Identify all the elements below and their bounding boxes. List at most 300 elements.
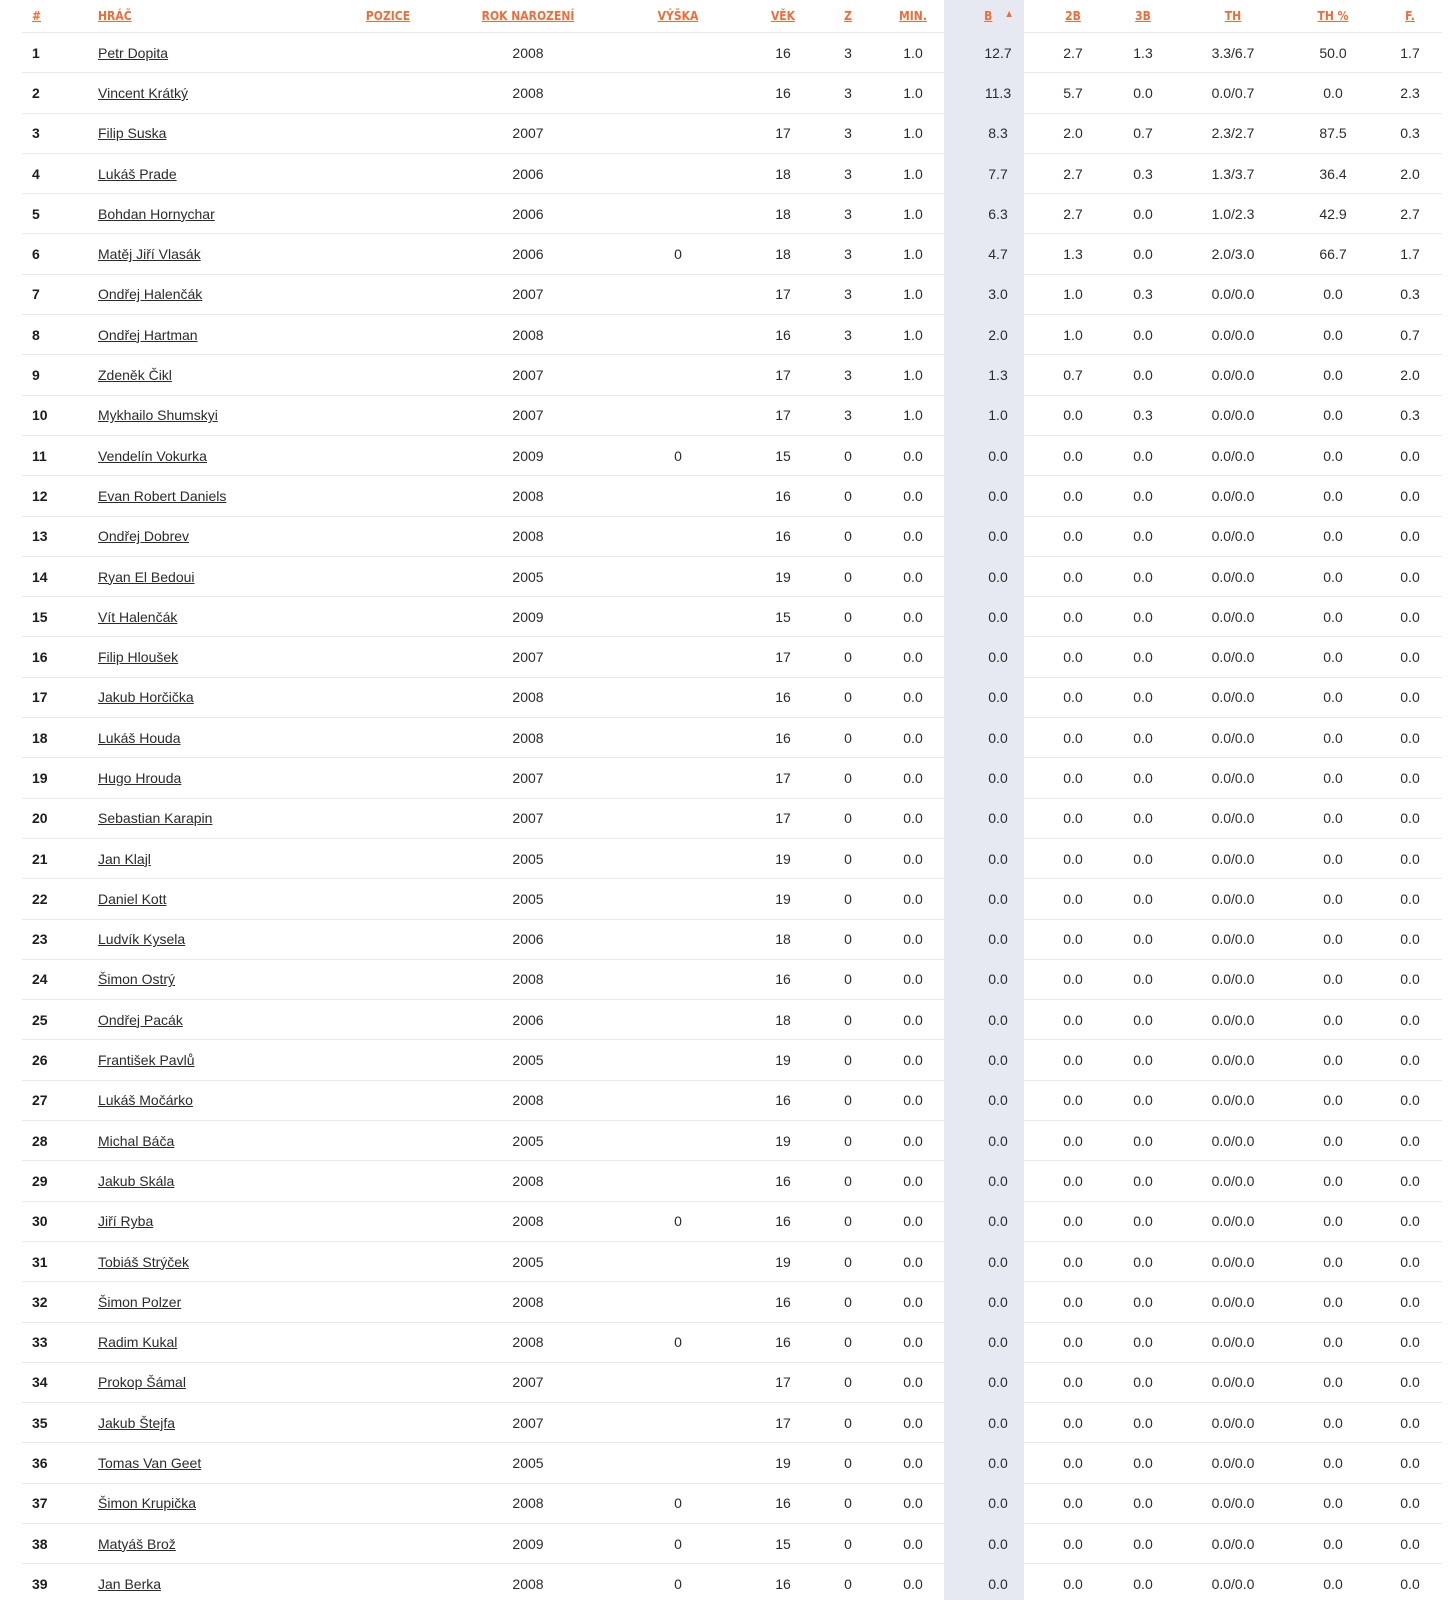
cell-three-pointers: 0.0 [1108, 879, 1178, 919]
cell-fouls: 2.0 [1378, 153, 1442, 193]
cell-free-throw-pct: 0.0 [1288, 1483, 1378, 1523]
table-row [22, 194, 1442, 234]
table-row [22, 1564, 1442, 1604]
cell-free-throws: 0.0/0.0 [1178, 838, 1288, 878]
cell-player-name [98, 1121, 338, 1161]
table-row [22, 1403, 1442, 1443]
cell-games: 0 [828, 1322, 868, 1362]
cell-three-pointers: 0.0 [1108, 1241, 1178, 1281]
cell-points: 4.7 [958, 234, 1038, 274]
cell-fouls: 0.0 [1378, 1523, 1442, 1563]
cell-games: 0 [828, 1161, 868, 1201]
cell-age: 18 [738, 1000, 828, 1040]
cell-free-throws: 0.0/0.0 [1178, 1161, 1288, 1201]
cell-two-pointers: 0.0 [1038, 597, 1108, 637]
header-three-pointers[interactable]: 3B [1135, 9, 1151, 23]
cell-height: 0 [618, 1564, 738, 1604]
cell-two-pointers: 1.3 [1038, 234, 1108, 274]
cell-points: 0.0 [958, 1000, 1038, 1040]
player-link[interactable]: Ondřej Dobrev [98, 528, 190, 545]
player-stats-table [22, 0, 1442, 1604]
player-link[interactable]: Jan Berka [98, 1575, 162, 1592]
table-row [22, 113, 1442, 153]
cell-two-pointers: 0.0 [1038, 879, 1108, 919]
table-row [22, 73, 1442, 113]
player-link[interactable]: Prokop Šámal [98, 1374, 186, 1391]
cell-fouls: 0.0 [1378, 798, 1442, 838]
cell-position [338, 556, 438, 596]
cell-free-throws: 0.0/0.0 [1178, 879, 1288, 919]
cell-three-pointers: 0.0 [1108, 516, 1178, 556]
cell-fouls: 0.0 [1378, 1282, 1442, 1322]
cell-rank: 6 [22, 234, 98, 274]
cell-free-throws: 0.0/0.0 [1178, 1362, 1288, 1402]
player-link[interactable]: Bohdan Hornychar [98, 205, 215, 222]
cell-games: 0 [828, 1000, 868, 1040]
cell-player-name [98, 1040, 338, 1080]
cell-birth-year: 2008 [438, 315, 618, 355]
header-rank[interactable]: # [32, 9, 42, 23]
cell-minutes: 0.0 [868, 1443, 958, 1483]
cell-games: 0 [828, 1080, 868, 1120]
cell-birth-year: 2005 [438, 838, 618, 878]
cell-free-throw-pct: 0.0 [1288, 1201, 1378, 1241]
cell-games: 0 [828, 556, 868, 596]
cell-free-throw-pct: 0.0 [1288, 476, 1378, 516]
cell-three-pointers: 0.0 [1108, 838, 1178, 878]
cell-games: 0 [828, 1201, 868, 1241]
cell-player-name [98, 1403, 338, 1443]
cell-games: 0 [828, 718, 868, 758]
header-games[interactable]: Z [844, 9, 852, 23]
player-link[interactable]: Evan Robert Daniels [98, 487, 227, 504]
cell-games: 0 [828, 838, 868, 878]
player-link[interactable]: Jiří Ryba [98, 1213, 154, 1230]
cell-fouls: 0.3 [1378, 395, 1442, 435]
cell-birth-year: 2008 [438, 1201, 618, 1241]
cell-free-throws: 0.0/0.0 [1178, 1403, 1288, 1443]
cell-minutes: 0.0 [868, 1282, 958, 1322]
header-minutes[interactable]: MIN. [899, 9, 927, 23]
cell-fouls: 0.3 [1378, 113, 1442, 153]
cell-height [618, 798, 738, 838]
cell-free-throws: 0.0/0.0 [1178, 556, 1288, 596]
cell-age: 16 [738, 1564, 828, 1604]
player-link[interactable]: Tobiáš Strýček [98, 1253, 190, 1270]
cell-age: 16 [738, 1322, 828, 1362]
cell-rank: 37 [22, 1483, 98, 1523]
cell-birth-year: 2007 [438, 274, 618, 314]
cell-free-throw-pct: 0.0 [1288, 677, 1378, 717]
cell-three-pointers: 0.0 [1108, 718, 1178, 758]
player-link[interactable]: Ondřej Pacák [98, 1011, 183, 1028]
cell-fouls: 0.0 [1378, 1241, 1442, 1281]
cell-fouls: 0.0 [1378, 1080, 1442, 1120]
cell-fouls: 0.0 [1378, 1000, 1442, 1040]
cell-player-name [98, 1322, 338, 1362]
cell-player-name [98, 919, 338, 959]
cell-position [338, 435, 438, 475]
cell-two-pointers: 0.0 [1038, 1040, 1108, 1080]
player-link[interactable]: Vincent Krátký [98, 84, 189, 101]
cell-free-throws: 0.0/0.0 [1178, 1322, 1288, 1362]
player-link[interactable]: Jakub Horčička [98, 689, 194, 706]
player-link[interactable]: Šimon Krupička [98, 1495, 197, 1512]
cell-player-name [98, 838, 338, 878]
player-link[interactable]: Jan Klajl [98, 850, 151, 867]
cell-birth-year: 2006 [438, 1000, 618, 1040]
player-link[interactable]: Sebastian Karapin [98, 810, 213, 827]
cell-fouls: 0.0 [1378, 718, 1442, 758]
cell-height [618, 113, 738, 153]
player-link[interactable]: Lukáš Močárko [98, 1092, 193, 1109]
cell-games: 3 [828, 113, 868, 153]
cell-age: 19 [738, 879, 828, 919]
table-row [22, 838, 1442, 878]
cell-fouls: 0.0 [1378, 677, 1442, 717]
header-player[interactable]: HRÁČ [98, 9, 132, 23]
cell-free-throw-pct: 42.9 [1288, 194, 1378, 234]
player-link[interactable]: Ondřej Halenčák [98, 286, 203, 303]
cell-three-pointers: 0.0 [1108, 677, 1178, 717]
cell-position [338, 879, 438, 919]
cell-birth-year: 2008 [438, 476, 618, 516]
cell-fouls: 0.0 [1378, 435, 1442, 475]
player-link[interactable]: Radim Kukal [98, 1334, 178, 1351]
cell-free-throw-pct: 0.0 [1288, 597, 1378, 637]
cell-player-name [98, 153, 338, 193]
table-row [22, 355, 1442, 395]
cell-two-pointers: 0.0 [1038, 435, 1108, 475]
cell-two-pointers: 0.0 [1038, 959, 1108, 999]
cell-two-pointers: 0.0 [1038, 758, 1108, 798]
cell-minutes: 0.0 [868, 1161, 958, 1201]
player-link[interactable]: Lukáš Prade [98, 165, 177, 182]
cell-free-throws: 0.0/0.0 [1178, 355, 1288, 395]
cell-birth-year: 2005 [438, 1040, 618, 1080]
cell-rank: 3 [22, 113, 98, 153]
cell-fouls: 0.0 [1378, 1483, 1442, 1523]
header-two-pointers[interactable]: 2B [1065, 9, 1081, 23]
header-birth-year[interactable]: ROK NAROZENÍ [481, 9, 575, 23]
cell-three-pointers: 0.3 [1108, 395, 1178, 435]
cell-minutes: 1.0 [868, 33, 958, 73]
cell-free-throws: 0.0/0.0 [1178, 718, 1288, 758]
cell-free-throw-pct: 0.0 [1288, 355, 1378, 395]
cell-free-throws: 3.3/6.7 [1178, 33, 1288, 73]
cell-age: 19 [738, 1040, 828, 1080]
cell-two-pointers: 0.0 [1038, 1322, 1108, 1362]
cell-position [338, 1564, 438, 1604]
player-link[interactable]: Ludvík Kysela [98, 931, 186, 948]
cell-three-pointers: 0.0 [1108, 919, 1178, 959]
cell-player-name [98, 1080, 338, 1120]
cell-fouls: 2.0 [1378, 355, 1442, 395]
player-link[interactable]: Matyáš Brož [98, 1535, 176, 1552]
player-link[interactable]: Matěj Jiří Vlasák [98, 246, 201, 263]
cell-age: 16 [738, 1483, 828, 1523]
cell-points: 0.0 [958, 718, 1038, 758]
cell-fouls: 0.0 [1378, 1161, 1442, 1201]
cell-games: 0 [828, 1362, 868, 1402]
cell-games: 0 [828, 1443, 868, 1483]
table-row [22, 1040, 1442, 1080]
cell-points: 0.0 [958, 1443, 1038, 1483]
cell-games: 0 [828, 1282, 868, 1322]
cell-games: 3 [828, 355, 868, 395]
cell-height [618, 516, 738, 556]
cell-age: 19 [738, 838, 828, 878]
cell-free-throw-pct: 0.0 [1288, 1403, 1378, 1443]
cell-age: 17 [738, 113, 828, 153]
cell-birth-year: 2008 [438, 73, 618, 113]
cell-rank: 7 [22, 274, 98, 314]
cell-rank: 20 [22, 798, 98, 838]
cell-free-throws: 0.0/0.0 [1178, 274, 1288, 314]
cell-fouls: 0.0 [1378, 1322, 1442, 1362]
player-link[interactable]: Vendelín Vokurka [98, 447, 207, 464]
table-row [22, 395, 1442, 435]
cell-minutes: 0.0 [868, 677, 958, 717]
cell-birth-year: 2008 [438, 718, 618, 758]
cell-minutes: 1.0 [868, 234, 958, 274]
cell-points: 0.0 [958, 1403, 1038, 1443]
player-link[interactable]: Tomas Van Geet [98, 1455, 202, 1472]
cell-rank: 31 [22, 1241, 98, 1281]
player-link[interactable]: Michal Báča [98, 1132, 175, 1149]
cell-free-throw-pct: 0.0 [1288, 919, 1378, 959]
player-link[interactable]: Ryan El Bedoui [98, 568, 195, 585]
cell-height [618, 194, 738, 234]
cell-position [338, 919, 438, 959]
cell-rank: 10 [22, 395, 98, 435]
cell-height [618, 395, 738, 435]
table-row [22, 1523, 1442, 1563]
cell-birth-year: 2006 [438, 153, 618, 193]
cell-points: 6.3 [958, 194, 1038, 234]
cell-three-pointers: 0.0 [1108, 637, 1178, 677]
cell-three-pointers: 0.0 [1108, 1282, 1178, 1322]
cell-age: 17 [738, 637, 828, 677]
cell-two-pointers: 0.0 [1038, 1000, 1108, 1040]
header-free-throws[interactable]: TH [1224, 9, 1242, 23]
player-link[interactable]: Daniel Kott [98, 890, 167, 907]
player-link[interactable]: Vít Halenčák [98, 608, 178, 625]
cell-fouls: 2.7 [1378, 194, 1442, 234]
header-points[interactable] [958, 0, 1038, 33]
cell-rank: 28 [22, 1121, 98, 1161]
table-row [22, 1161, 1442, 1201]
cell-height [618, 718, 738, 758]
player-link[interactable]: Šimon Ostrý [98, 971, 176, 988]
cell-free-throws: 0.0/0.0 [1178, 1483, 1288, 1523]
cell-birth-year: 2005 [438, 1443, 618, 1483]
cell-three-pointers: 0.0 [1108, 556, 1178, 596]
cell-birth-year: 2007 [438, 1403, 618, 1443]
cell-fouls: 0.0 [1378, 838, 1442, 878]
cell-two-pointers: 0.0 [1038, 637, 1108, 677]
cell-points: 0.0 [958, 1282, 1038, 1322]
cell-games: 0 [828, 959, 868, 999]
cell-free-throw-pct: 0.0 [1288, 879, 1378, 919]
cell-three-pointers: 0.0 [1108, 1564, 1178, 1604]
cell-minutes: 1.0 [868, 274, 958, 314]
cell-fouls: 0.3 [1378, 274, 1442, 314]
cell-points: 0.0 [958, 435, 1038, 475]
cell-height: 0 [618, 435, 738, 475]
cell-three-pointers: 0.0 [1108, 194, 1178, 234]
player-link[interactable]: Jakub Štejfa [98, 1414, 176, 1431]
cell-points: 0.0 [958, 798, 1038, 838]
cell-position [338, 234, 438, 274]
cell-player-name [98, 1443, 338, 1483]
player-link[interactable]: Filip Hloušek [98, 649, 179, 666]
player-link[interactable]: Jakub Skála [98, 1172, 175, 1189]
player-link[interactable]: Šimon Polzer [98, 1293, 182, 1310]
header-free-throw-pct[interactable]: TH % [1317, 9, 1349, 23]
player-link[interactable]: Zdeněk Čikl [98, 367, 172, 384]
cell-two-pointers: 0.7 [1038, 355, 1108, 395]
cell-player-name [98, 435, 338, 475]
player-link[interactable]: Mykhailo Shumskyi [98, 407, 218, 424]
player-link[interactable]: Petr Dopita [98, 44, 169, 61]
cell-height [618, 959, 738, 999]
cell-rank: 38 [22, 1523, 98, 1563]
cell-position [338, 718, 438, 758]
cell-position [338, 476, 438, 516]
player-link[interactable]: Ondřej Hartman [98, 326, 198, 343]
cell-height [618, 838, 738, 878]
cell-age: 18 [738, 153, 828, 193]
cell-fouls: 0.0 [1378, 879, 1442, 919]
header-fouls[interactable]: F. [1405, 9, 1415, 23]
cell-rank: 1 [22, 33, 98, 73]
cell-rank: 36 [22, 1443, 98, 1483]
cell-birth-year: 2007 [438, 758, 618, 798]
header-age[interactable]: VĚK [770, 9, 796, 23]
cell-free-throws: 1.3/3.7 [1178, 153, 1288, 193]
cell-three-pointers: 1.3 [1108, 33, 1178, 73]
cell-points: 3.0 [958, 274, 1038, 314]
cell-height [618, 597, 738, 637]
cell-points: 1.3 [958, 355, 1038, 395]
cell-rank: 24 [22, 959, 98, 999]
cell-three-pointers: 0.0 [1108, 234, 1178, 274]
cell-free-throw-pct: 0.0 [1288, 1121, 1378, 1161]
cell-height [618, 758, 738, 798]
cell-age: 16 [738, 73, 828, 113]
cell-position [338, 597, 438, 637]
cell-position [338, 33, 438, 73]
cell-fouls: 0.0 [1378, 1564, 1442, 1604]
cell-free-throw-pct: 0.0 [1288, 1523, 1378, 1563]
cell-three-pointers: 0.0 [1108, 1483, 1178, 1523]
cell-points: 1.0 [958, 395, 1038, 435]
cell-minutes: 0.0 [868, 1483, 958, 1523]
table-row [22, 315, 1442, 355]
player-link[interactable]: Lukáš Houda [98, 729, 181, 746]
cell-free-throw-pct: 0.0 [1288, 1564, 1378, 1604]
cell-free-throws: 0.0/0.0 [1178, 1564, 1288, 1604]
cell-games: 3 [828, 73, 868, 113]
cell-free-throws: 0.0/0.0 [1178, 597, 1288, 637]
cell-player-name [98, 516, 338, 556]
cell-minutes: 0.0 [868, 919, 958, 959]
header-height[interactable]: VÝŠKA [657, 9, 699, 23]
cell-three-pointers: 0.0 [1108, 435, 1178, 475]
cell-rank: 22 [22, 879, 98, 919]
cell-player-name [98, 798, 338, 838]
cell-rank: 34 [22, 1362, 98, 1402]
cell-two-pointers: 0.0 [1038, 798, 1108, 838]
cell-free-throws: 0.0/0.0 [1178, 1201, 1288, 1241]
cell-rank: 27 [22, 1080, 98, 1120]
cell-position [338, 315, 438, 355]
cell-birth-year: 2009 [438, 597, 618, 637]
cell-player-name [98, 1000, 338, 1040]
cell-age: 15 [738, 1523, 828, 1563]
cell-free-throw-pct: 0.0 [1288, 1241, 1378, 1281]
cell-player-name [98, 718, 338, 758]
cell-minutes: 1.0 [868, 395, 958, 435]
cell-three-pointers: 0.0 [1108, 1322, 1178, 1362]
cell-rank: 25 [22, 1000, 98, 1040]
cell-free-throws: 0.0/0.7 [1178, 73, 1288, 113]
cell-fouls: 0.7 [1378, 315, 1442, 355]
cell-free-throws: 2.0/3.0 [1178, 234, 1288, 274]
cell-height [618, 919, 738, 959]
player-link[interactable]: Hugo Hrouda [98, 769, 182, 786]
cell-position [338, 355, 438, 395]
cell-minutes: 0.0 [868, 1241, 958, 1281]
cell-free-throws: 1.0/2.3 [1178, 194, 1288, 234]
cell-two-pointers: 0.0 [1038, 1362, 1108, 1402]
cell-free-throw-pct: 0.0 [1288, 798, 1378, 838]
cell-age: 19 [738, 1241, 828, 1281]
header-position[interactable]: POZICE [365, 9, 411, 23]
cell-birth-year: 2008 [438, 1483, 618, 1523]
cell-fouls: 2.3 [1378, 73, 1442, 113]
cell-height [618, 1241, 738, 1281]
cell-free-throws: 0.0/0.0 [1178, 1000, 1288, 1040]
player-link[interactable]: František Pavlů [98, 1052, 195, 1069]
table-row [22, 476, 1442, 516]
cell-minutes: 0.0 [868, 1040, 958, 1080]
cell-games: 3 [828, 315, 868, 355]
player-link[interactable]: Filip Suska [98, 125, 167, 142]
cell-two-pointers: 0.0 [1038, 556, 1108, 596]
cell-fouls: 0.0 [1378, 637, 1442, 677]
table-row [22, 1483, 1442, 1523]
cell-free-throws: 0.0/0.0 [1178, 758, 1288, 798]
cell-position [338, 798, 438, 838]
cell-games: 0 [828, 1564, 868, 1604]
cell-games: 3 [828, 153, 868, 193]
cell-rank: 23 [22, 919, 98, 959]
table-row [22, 1241, 1442, 1281]
cell-fouls: 0.0 [1378, 1362, 1442, 1402]
cell-two-pointers: 2.7 [1038, 33, 1108, 73]
cell-height: 0 [618, 234, 738, 274]
cell-two-pointers: 0.0 [1038, 516, 1108, 556]
table-row [22, 1362, 1442, 1402]
cell-player-name [98, 476, 338, 516]
cell-height [618, 879, 738, 919]
cell-two-pointers: 2.7 [1038, 153, 1108, 193]
cell-rank: 5 [22, 194, 98, 234]
cell-position [338, 395, 438, 435]
cell-position [338, 1000, 438, 1040]
